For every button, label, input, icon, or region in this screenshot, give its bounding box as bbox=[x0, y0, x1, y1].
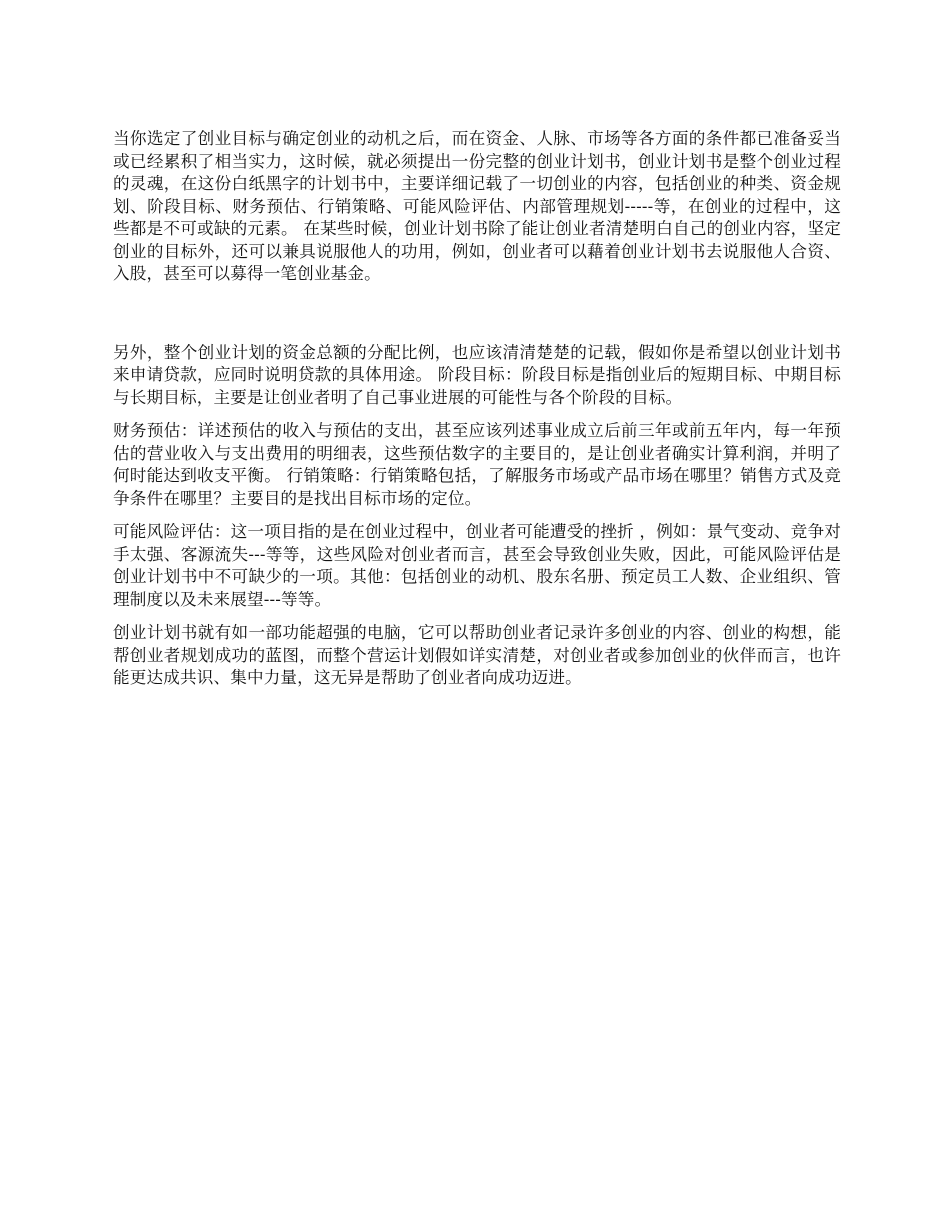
paragraph-risk-other: 可能风险评估：这一项目指的是在创业过程中，创业者可能遭受的挫折 ，例如：景气变动、竞争对手太强、客源流失---等等，这些风险对创业者而言，甚至会导致创业失败，因此，可能风险评估是创业计划书中不可缺少的一项。其他：包括创业的动机、股东名册、预定员工人数、企业组织、管理制度以及未来展望---等等。 bbox=[113, 522, 841, 609]
paragraph-conclusion: 创业计划书就有如一部功能超强的电脑，它可以帮助创业者记录许多创业的内容、创业的构想，能帮创业者规划成功的蓝图，而整个营运计划假如详实清楚，对创业者或参加创业的伙伴而言，也许能更达成共识、集中力量，这无异是帮助了创业者向成功迈进。 bbox=[113, 623, 841, 687]
document-page bbox=[113, 128, 841, 690]
paragraph-finance-marketing: 财务预估：详述预估的收入与预估的支出，甚至应该列述事业成立后前三年或前五年内，每一年预估的营业收入与支出费用的明细表，这些预估数字的主要目的，是让创业者确实计算利润，并明了何时能达到收支平衡。 行销策略：行销策略包括，了解服务市场或产品市场在哪里？销售方式及竞争条件在哪里？主要目的是找出目标市场的定位。 bbox=[113, 421, 841, 508]
paragraph-funding-goals: 另外，整个创业计划的资金总额的分配比例，也应该清清楚楚的记载，假如你是希望以创业计划书来申请贷款，应同时说明贷款的具体用途。 阶段目标：阶段目标是指创业后的短期目标、中期目标与长期目标，主要是让创业者明了自己事业进展的可能性与各个阶段的目标。 bbox=[113, 342, 841, 407]
paragraph-intro: 当你选定了创业目标与确定创业的动机之后，而在资金、人脉、市场等各方面的条件都已准备妥当或已经累积了相当实力，这时候，就必须提出一份完整的创业计划书，创业计划书是整个创业过程的灵魂，在这份白纸黑字的计划书中，主要详细记载了一切创业的内容，包括创业的种类、资金规划、阶段目标、财务预估、行销策略、可能风险评估、内部管理规划-----等，在创业的过程中，这些都是不可或缺的元素。 在某些时候，创业计划书除了能让创业者清楚明白自己的创业内容，坚定创业的目标外，还可以兼具说服他人的功用，例如，创业者可以藉着创业计划书去说服他人合资、入股，甚至可以募得一笔创业基金。 bbox=[113, 129, 841, 283]
